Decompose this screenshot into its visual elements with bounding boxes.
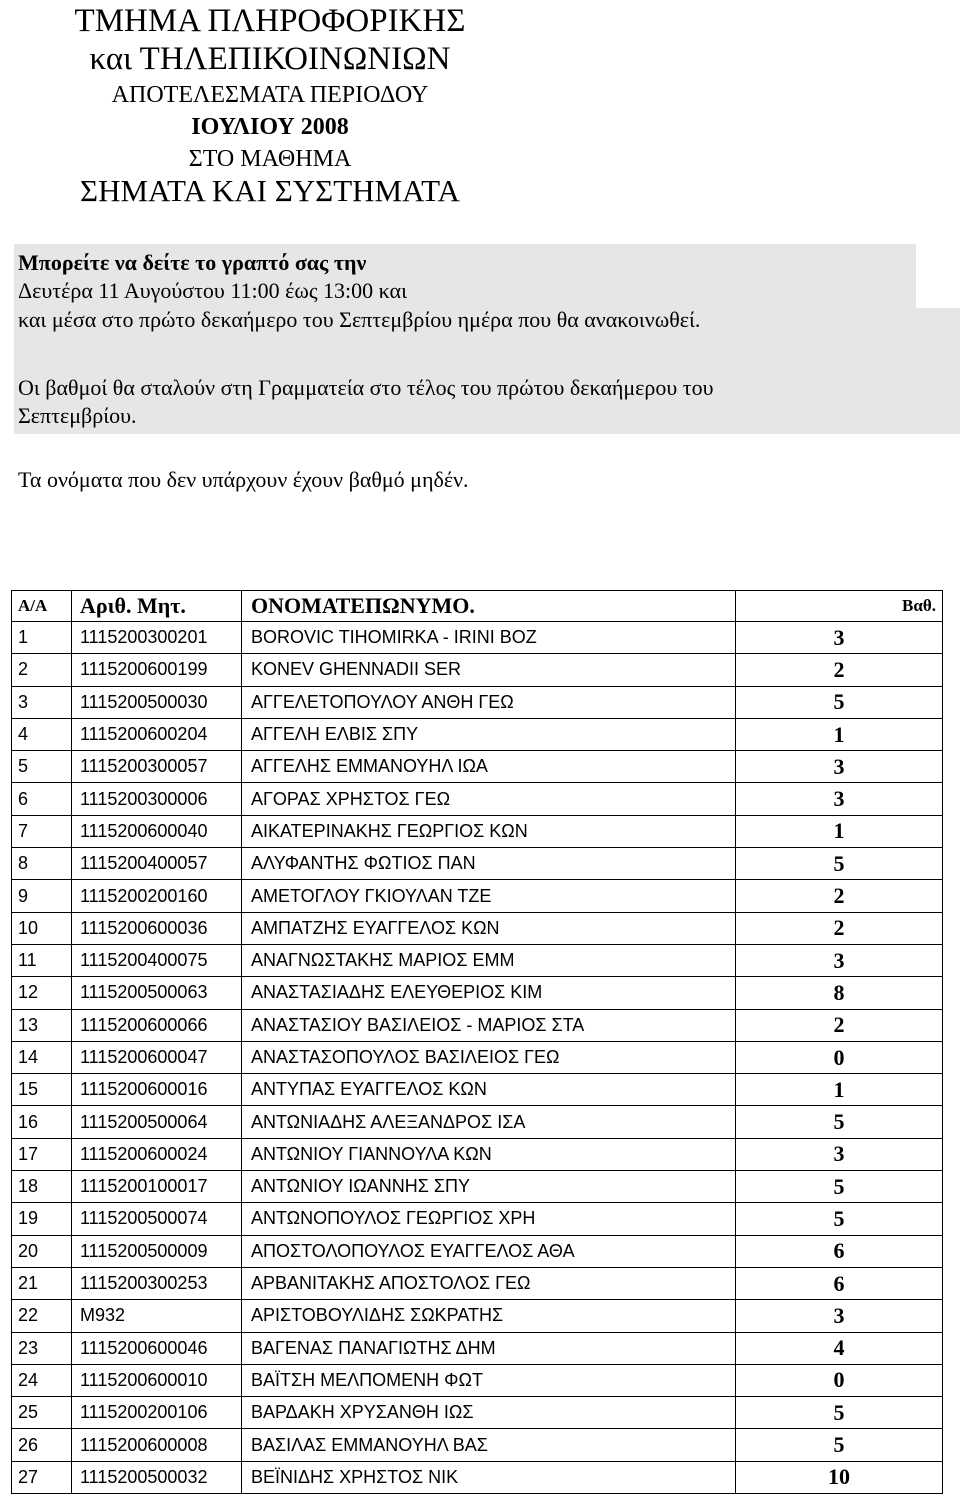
row-aa: 17 xyxy=(12,1138,72,1170)
table-row xyxy=(12,686,943,718)
notice-line-4: Οι βαθμοί θα σταλούν στη Γραμματεία στο τέλος του πρώτου δεκαήμερου του xyxy=(18,375,714,400)
row-aa: 19 xyxy=(12,1203,72,1235)
row-registration-number: 1115200500074 xyxy=(72,1203,242,1235)
row-registration-number: 1115200200160 xyxy=(72,880,242,912)
row-full-name: BOROVIC TIHOMIRKA - IRINI BOZ xyxy=(242,622,736,654)
row-aa: 4 xyxy=(12,718,72,750)
table-row xyxy=(12,1041,943,1073)
exam-period: ΙΟΥΛΙΟΥ 2008 xyxy=(191,114,349,140)
notice-line-3: και μέσα στο πρώτο δεκαήμερο του Σεπτεμβρίου ημέρα που θα ανακοινωθεί. xyxy=(18,307,701,332)
table-row xyxy=(12,1429,943,1461)
row-full-name: ΑΜΠΑΤΖΗΣ ΕΥΑΓΓΕΛΟΣ ΚΩΝ xyxy=(242,912,736,944)
row-registration-number: 1115200600040 xyxy=(72,815,242,847)
row-aa: 3 xyxy=(12,686,72,718)
row-aa: 10 xyxy=(12,912,72,944)
row-registration-number: 1115200100017 xyxy=(72,1171,242,1203)
row-aa: 18 xyxy=(12,1171,72,1203)
row-full-name: ΒΕΪΝΙΔΗΣ ΧΡΗΣΤΟΣ ΝΙΚ xyxy=(242,1461,736,1493)
row-registration-number: 1115200300201 xyxy=(72,622,242,654)
row-grade: 1 xyxy=(736,815,943,847)
table-row xyxy=(12,1267,943,1299)
table-row xyxy=(12,1106,943,1138)
table-row xyxy=(12,1461,943,1493)
row-aa: 13 xyxy=(12,1009,72,1041)
table-row xyxy=(12,1364,943,1396)
row-aa: 7 xyxy=(12,815,72,847)
row-full-name: ΑΓΓΕΛΗ ΕΛΒΙΣ ΣΠΥ xyxy=(242,718,736,750)
row-grade: 2 xyxy=(736,654,943,686)
row-grade: 0 xyxy=(736,1041,943,1073)
row-registration-number: 1115200500009 xyxy=(72,1235,242,1267)
row-aa: 5 xyxy=(12,751,72,783)
row-grade: 5 xyxy=(736,1429,943,1461)
table-row xyxy=(12,751,943,783)
row-registration-number: 1115200600016 xyxy=(72,1074,242,1106)
results-table xyxy=(11,590,943,1494)
row-grade: 0 xyxy=(736,1364,943,1396)
table-row xyxy=(12,880,943,912)
row-registration-number: 1115200600036 xyxy=(72,912,242,944)
row-grade: 6 xyxy=(736,1235,943,1267)
row-full-name: ΑΝΑΓΝΩΣΤΑΚΗΣ ΜΑΡΙΟΣ ΕΜΜ xyxy=(242,944,736,976)
row-aa: 27 xyxy=(12,1461,72,1493)
row-registration-number: 1115200600199 xyxy=(72,654,242,686)
row-registration-number: 1115200500064 xyxy=(72,1106,242,1138)
row-registration-number: 1115200600046 xyxy=(72,1332,242,1364)
row-grade: 5 xyxy=(736,686,943,718)
row-registration-number: 1115200600024 xyxy=(72,1138,242,1170)
row-aa: 12 xyxy=(12,977,72,1009)
row-registration-number: 1115200200106 xyxy=(72,1397,242,1429)
row-registration-number: 1115200400057 xyxy=(72,848,242,880)
table-header-row xyxy=(12,591,943,622)
row-registration-number: 1115200600066 xyxy=(72,1009,242,1041)
table-row xyxy=(12,815,943,847)
table-row xyxy=(12,1171,943,1203)
course-label: ΣΤΟ ΜΑΘΗΜΑ xyxy=(188,146,352,172)
table-row xyxy=(12,912,943,944)
table-row xyxy=(12,783,943,815)
table-row xyxy=(12,1235,943,1267)
table-row xyxy=(12,1397,943,1429)
row-full-name: ΑΝΤΩΝΙΟΥ ΓΙΑΝΝΟΥΛΑ ΚΩΝ xyxy=(242,1138,736,1170)
header-aa: Α/Α xyxy=(12,591,72,622)
table-row xyxy=(12,622,943,654)
table-row xyxy=(12,944,943,976)
row-aa: 24 xyxy=(12,1364,72,1396)
header-grade: Βαθ. xyxy=(736,591,943,622)
row-grade: 1 xyxy=(736,718,943,750)
row-full-name: ΑΙΚΑΤΕΡΙΝΑΚΗΣ ΓΕΩΡΓΙΟΣ ΚΩΝ xyxy=(242,815,736,847)
row-full-name: ΒΑΣΙΛΑΣ ΕΜΜΑΝΟΥΗΛ ΒΑΣ xyxy=(242,1429,736,1461)
row-registration-number: 1115200500063 xyxy=(72,977,242,1009)
row-aa: 23 xyxy=(12,1332,72,1364)
row-full-name: ΑΓΓΕΛΕΤΟΠΟΥΛΟΥ ΑΝΘΗ ΓΕΩ xyxy=(242,686,736,718)
row-registration-number: 1115200600010 xyxy=(72,1364,242,1396)
row-registration-number: 1115200600008 xyxy=(72,1429,242,1461)
row-grade: 5 xyxy=(736,1106,943,1138)
row-grade: 8 xyxy=(736,977,943,1009)
row-grade: 3 xyxy=(736,944,943,976)
header-registration-number: Αριθ. Μητ. xyxy=(72,591,242,622)
row-full-name: ΑΝΤΩΝΙΟΥ ΙΩΑΝΝΗΣ ΣΠΥ xyxy=(242,1171,736,1203)
table-row xyxy=(12,1138,943,1170)
row-grade: 2 xyxy=(736,1009,943,1041)
row-full-name: ΑΓΟΡΑΣ ΧΡΗΣΤΟΣ ΓΕΩ xyxy=(242,783,736,815)
row-full-name: ΑΝΑΣΤΑΣΙΟΥ ΒΑΣΙΛΕΙΟΣ - ΜΑΡΙΟΣ ΣΤΑ xyxy=(242,1009,736,1041)
row-full-name: ΑΓΓΕΛΗΣ ΕΜΜΑΝΟΥΗΛ ΙΩΑ xyxy=(242,751,736,783)
row-registration-number: 1115200300057 xyxy=(72,751,242,783)
row-registration-number: 1115200400075 xyxy=(72,944,242,976)
department-title-line1: ΤΜΗΜΑ ΠΛΗΡΟΦΟΡΙΚΗΣ xyxy=(74,3,466,39)
row-grade: 5 xyxy=(736,848,943,880)
row-aa: 22 xyxy=(12,1300,72,1332)
row-grade: 3 xyxy=(736,783,943,815)
table-row xyxy=(12,654,943,686)
row-full-name: ΑΝΤΩΝΙΑΔΗΣ ΑΛΕΞΑΝΔΡΟΣ ΙΣΑ xyxy=(242,1106,736,1138)
row-full-name: ΑΡΒΑΝΙΤΑΚΗΣ ΑΠΟΣΤΟΛΟΣ ΓΕΩ xyxy=(242,1267,736,1299)
notice-line-5: Σεπτεμβρίου. xyxy=(18,403,137,428)
row-full-name: ΑΝΑΣΤΑΣΟΠΟΥΛΟΣ ΒΑΣΙΛΕΙΟΣ ΓΕΩ xyxy=(242,1041,736,1073)
row-grade: 3 xyxy=(736,1300,943,1332)
row-grade: 5 xyxy=(736,1397,943,1429)
row-registration-number: 1115200600204 xyxy=(72,718,242,750)
row-grade: 5 xyxy=(736,1203,943,1235)
table-row xyxy=(12,848,943,880)
row-aa: 21 xyxy=(12,1267,72,1299)
row-registration-number: 1115200600047 xyxy=(72,1041,242,1073)
row-aa: 8 xyxy=(12,848,72,880)
row-full-name: ΑΝΑΣΤΑΣΙΑΔΗΣ ΕΛΕΥΘΕΡΙΟΣ ΚΙΜ xyxy=(242,977,736,1009)
row-grade: 3 xyxy=(736,622,943,654)
row-full-name: ΒΑΪΤΣΗ ΜΕΛΠΟΜΕΝΗ ΦΩΤ xyxy=(242,1364,736,1396)
row-registration-number: 1115200300006 xyxy=(72,783,242,815)
row-full-name: ΑΠΟΣΤΟΛΟΠΟΥΛΟΣ ΕΥΑΓΓΕΛΟΣ ΑΘΑ xyxy=(242,1235,736,1267)
notice-line-2: Δευτέρα 11 Αυγούστου 11:00 έως 13:00 και xyxy=(18,278,407,303)
row-aa: 11 xyxy=(12,944,72,976)
row-full-name: ΑΡΙΣΤΟΒΟΥΛΙΔΗΣ ΣΩΚΡΑΤΗΣ xyxy=(242,1300,736,1332)
row-aa: 9 xyxy=(12,880,72,912)
row-aa: 26 xyxy=(12,1429,72,1461)
row-aa: 15 xyxy=(12,1074,72,1106)
course-name: ΣΗΜΑΤΑ ΚΑΙ ΣΥΣΤΗΜΑΤΑ xyxy=(80,173,460,208)
row-grade: 2 xyxy=(736,912,943,944)
row-grade: 6 xyxy=(736,1267,943,1299)
row-aa: 16 xyxy=(12,1106,72,1138)
row-full-name: ΑΝΤΥΠΑΣ ΕΥΑΓΓΕΛΟΣ ΚΩΝ xyxy=(242,1074,736,1106)
zero-grade-note: Τα ονόματα που δεν υπάρχουν έχουν βαθμό μηδέν. xyxy=(18,467,469,492)
row-aa: 20 xyxy=(12,1235,72,1267)
row-registration-number: 1115200500032 xyxy=(72,1461,242,1493)
row-registration-number: 1115200500030 xyxy=(72,686,242,718)
table-row xyxy=(12,718,943,750)
department-title-line2: και ΤΗΛΕΠΙΚΟΙΝΩΝΙΩΝ xyxy=(89,41,451,77)
row-grade: 10 xyxy=(736,1461,943,1493)
row-aa: 1 xyxy=(12,622,72,654)
row-full-name: ΒΑΓΕΝΑΣ ΠΑΝΑΓΙΩΤΗΣ ΔΗΜ xyxy=(242,1332,736,1364)
row-full-name: KONEV GHENNADII SER xyxy=(242,654,736,686)
row-aa: 25 xyxy=(12,1397,72,1429)
row-aa: 6 xyxy=(12,783,72,815)
row-grade: 3 xyxy=(736,1138,943,1170)
row-grade: 2 xyxy=(736,880,943,912)
review-notice xyxy=(14,244,960,434)
table-row xyxy=(12,1203,943,1235)
table-row xyxy=(12,1332,943,1364)
table-row xyxy=(12,1009,943,1041)
row-registration-number: Μ932 xyxy=(72,1300,242,1332)
header-full-name: ΟΝΟΜΑΤΕΠΩΝΥΜΟ. xyxy=(242,591,736,622)
row-full-name: ΑΛΥΦΑΝΤΗΣ ΦΩΤΙΟΣ ΠΑΝ xyxy=(242,848,736,880)
row-full-name: ΑΝΤΩΝΟΠΟΥΛΟΣ ΓΕΩΡΓΙΟΣ ΧΡΗ xyxy=(242,1203,736,1235)
row-full-name: ΒΑΡΔΑΚΗ ΧΡΥΣΑΝΘΗ ΙΩΣ xyxy=(242,1397,736,1429)
notice-line-1: Μπορείτε να δείτε το γραπτό σας την xyxy=(18,250,367,275)
row-full-name: ΑΜΕΤΟΓΛΟΥ ΓΚΙΟΥΛΑΝ ΤΖΕ xyxy=(242,880,736,912)
results-label: ΑΠΟΤΕΛΕΣΜΑΤΑ ΠΕΡΙΟΔΟΥ xyxy=(111,82,429,108)
table-row xyxy=(12,1074,943,1106)
row-aa: 14 xyxy=(12,1041,72,1073)
table-row xyxy=(12,977,943,1009)
row-grade: 4 xyxy=(736,1332,943,1364)
row-grade: 5 xyxy=(736,1171,943,1203)
row-registration-number: 1115200300253 xyxy=(72,1267,242,1299)
table-row xyxy=(12,1300,943,1332)
row-grade: 3 xyxy=(736,751,943,783)
row-grade: 1 xyxy=(736,1074,943,1106)
row-aa: 2 xyxy=(12,654,72,686)
